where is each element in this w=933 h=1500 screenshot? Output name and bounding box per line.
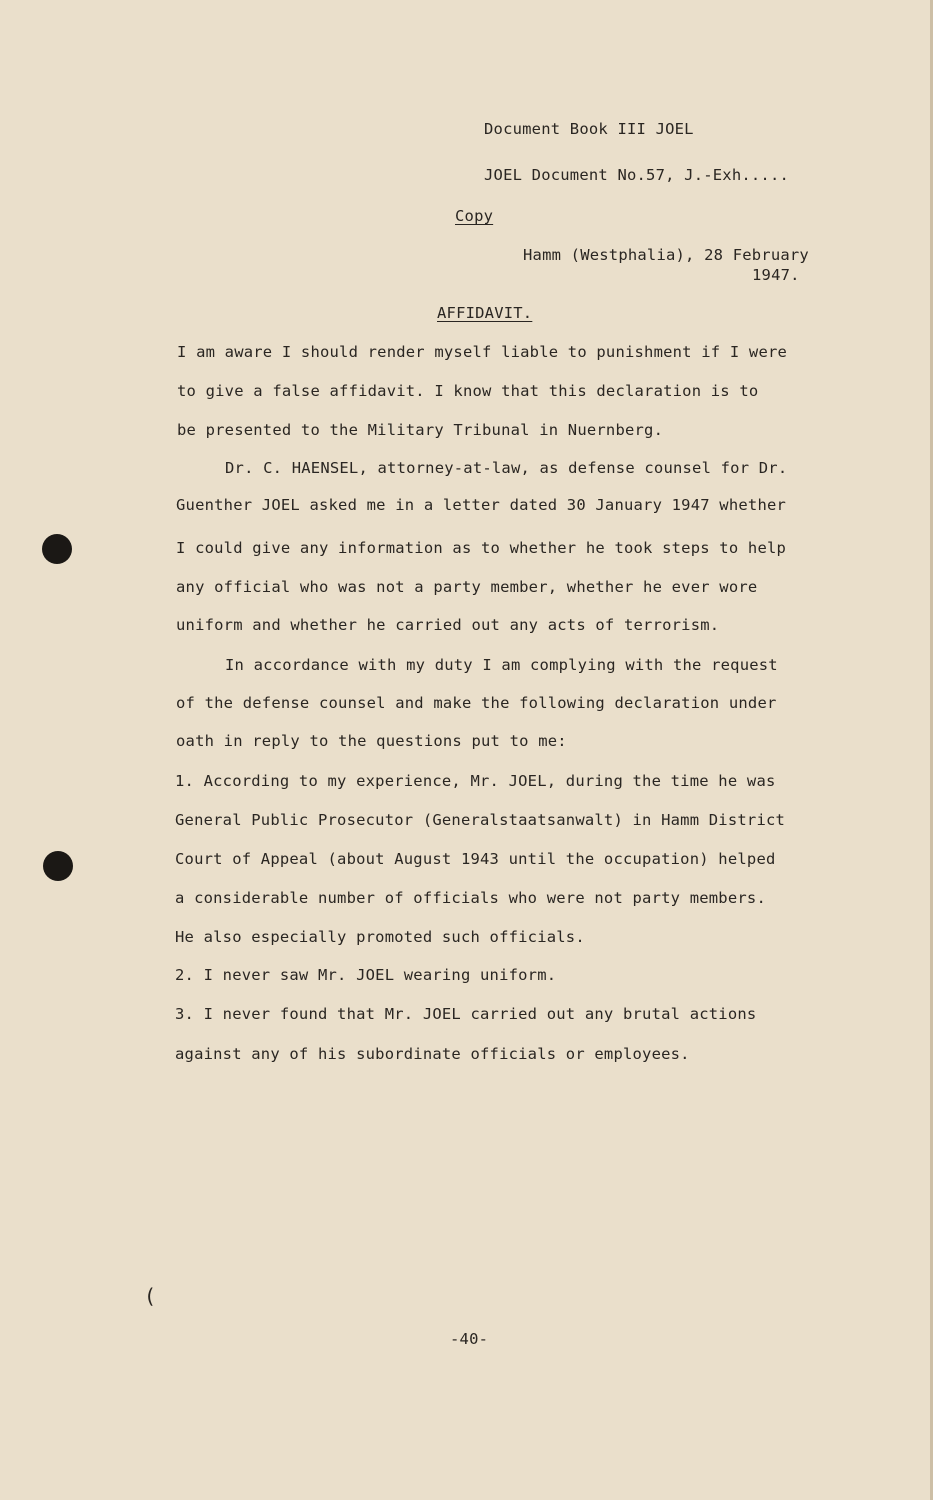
place-date-line-2: 1947.	[752, 266, 800, 284]
body-line: to give a false affidavit. I know that this declaration is to	[177, 382, 759, 400]
body-line: He also especially promoted such officials.	[175, 928, 585, 946]
body-line: oath in reply to the questions put to me:	[176, 732, 567, 750]
punch-hole	[42, 534, 72, 564]
affidavit-title: AFFIDAVIT.	[437, 304, 533, 322]
copy-label: Copy	[455, 207, 494, 225]
body-line: against any of his subordinate officials or employees.	[175, 1045, 690, 1063]
body-line: any official who was not a party member, whether he ever wore	[176, 578, 758, 596]
body-line: Dr. C. HAENSEL, attorney-at-law, as defense counsel for Dr.	[225, 459, 788, 477]
body-line: Court of Appeal (about August 1943 until the occupation) helped	[175, 850, 776, 868]
body-line: In accordance with my duty I am complying with the request	[225, 656, 778, 674]
numbered-item-3: 3. I never found that Mr. JOEL carried out any brutal actions	[175, 1005, 757, 1023]
body-line: I am aware I should render myself liable to punishment if I were	[177, 343, 788, 361]
body-line: General Public Prosecutor (Generalstaatsanwalt) in Hamm District	[175, 811, 786, 829]
page-number: -40-	[450, 1330, 489, 1348]
body-line: uniform and whether he carried out any acts of terrorism.	[176, 616, 720, 634]
punch-hole	[43, 851, 73, 881]
document-number: JOEL Document No.57, J.-Exh.....	[484, 166, 790, 184]
body-line: a considerable number of officials who were not party members.	[175, 889, 766, 907]
numbered-item-2: 2. I never saw Mr. JOEL wearing uniform.	[175, 966, 557, 984]
pencil-mark-icon: (	[144, 1284, 157, 1308]
body-line: Guenther JOEL asked me in a letter dated 30 January 1947 whether	[176, 496, 787, 514]
numbered-item-1: 1. According to my experience, Mr. JOEL, during the time he was	[175, 772, 776, 790]
place-date-line-1: Hamm (Westphalia), 28 February	[523, 246, 809, 264]
body-line: of the defense counsel and make the following declaration under	[176, 694, 777, 712]
document-book-label: Document Book III JOEL	[484, 120, 694, 138]
body-line: I could give any information as to whether he took steps to help	[176, 539, 787, 557]
body-line: be presented to the Military Tribunal in Nuernberg.	[177, 421, 664, 439]
